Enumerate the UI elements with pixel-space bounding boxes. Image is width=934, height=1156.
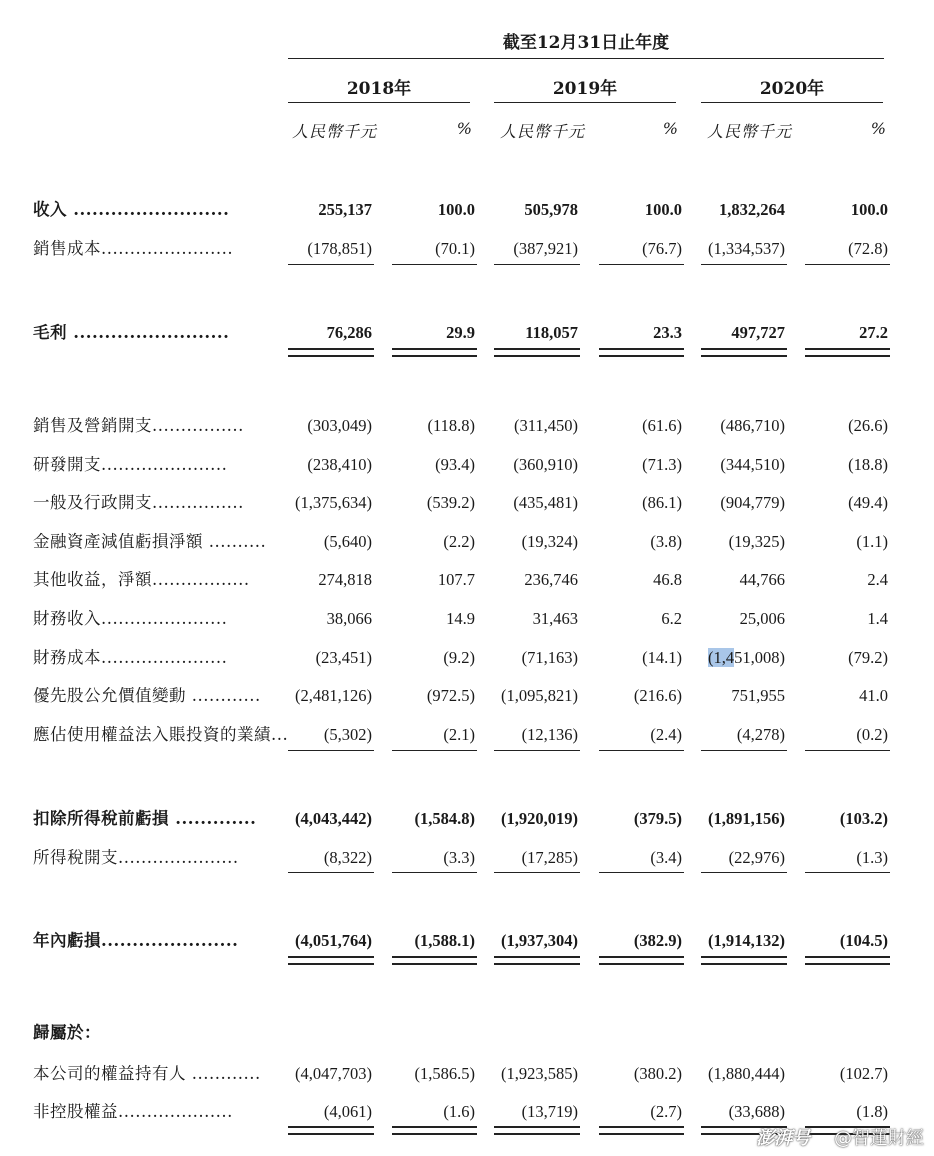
double-underline [805,956,890,965]
year-2018: 2018年 [346,79,412,99]
percent-cell: (79.2) [848,648,888,667]
double-underline [288,1126,374,1135]
percent-cell: (118.8) [427,416,475,435]
table-row [0,197,934,223]
table-row [0,567,934,593]
amount-cell: 236,746 [524,570,578,589]
percent-cell: (380.2) [633,1064,682,1083]
table-row [0,928,934,954]
amount-cell: 38,066 [326,609,372,628]
amount-cell: 274,818 [318,570,372,589]
percent-cell: 14.9 [446,609,475,628]
percent-cell: (76.7) [642,239,682,258]
amount-cell: (1,937,304) [501,931,578,950]
row-label: 研發開支...................... [33,455,228,474]
amount-cell: (2,481,126) [295,686,372,705]
percent-cell: (1,588.1) [414,931,475,950]
single-underline [494,750,580,751]
percent-cell: (14.1) [642,648,682,667]
row-label: 銷售及營銷開支................ [33,416,244,435]
percent-cell: (26.6) [848,416,888,435]
percent-cell: (1.1) [856,532,888,551]
pct-label-2018: % [456,119,472,138]
double-underline [288,348,374,357]
watermark-brand: 澎湃号 [756,1128,811,1149]
amount-cell: 1,832,264 [719,200,785,219]
amount-cell: (238,410) [307,455,372,474]
percent-cell: (93.4) [435,455,475,474]
row-label: 應佔使用權益法入賬投資的業績... [33,725,289,744]
percent-cell: (2.7) [650,1102,682,1121]
single-underline [288,872,374,873]
double-underline [599,348,684,357]
amount-cell: (17,285) [521,848,578,867]
year-rule-2019 [494,102,676,103]
percent-cell: (2.2) [443,532,475,551]
row-label: 非控股權益.................... [33,1102,233,1121]
percent-cell: 107.7 [437,570,475,589]
amount-cell: (12,136) [521,725,578,744]
row-label: 一般及行政開支................ [33,493,244,512]
single-underline [288,750,374,751]
table-row [0,1099,934,1125]
amount-cell: 751,955 [731,686,785,705]
percent-cell: (379.5) [633,809,682,828]
single-underline [701,872,787,873]
amount-cell: 31,463 [532,609,578,628]
amount-cell: 44,766 [739,570,785,589]
amount-cell: (1,880,444) [708,1064,785,1083]
amount-cell: (71,163) [521,648,578,667]
table-row [0,413,934,439]
table-row [0,1020,934,1046]
percent-cell: (70.1) [435,239,475,258]
double-underline [494,348,580,357]
amount-cell: (904,779) [720,493,785,512]
percent-cell: (1.8) [856,1102,888,1121]
percent-cell: 100.0 [437,200,475,219]
amount-cell: (4,047,703) [295,1064,372,1083]
double-underline [288,956,374,965]
percent-cell: (539.2) [426,493,475,512]
amount-cell: (178,851) [307,239,372,258]
row-label: 毛利 ......................... [33,323,230,342]
percent-cell: (103.2) [839,809,888,828]
double-underline [805,348,890,357]
single-underline [599,264,684,265]
row-label: 所得稅開支..................... [33,848,239,867]
row-label: 銷售成本....................... [33,239,234,258]
percent-cell: (972.5) [426,686,475,705]
single-underline [288,264,374,265]
percent-cell: (61.6) [642,416,682,435]
amount-cell: (4,051,764) [295,931,372,950]
percent-cell: 2.4 [867,570,888,589]
amount-cell: (311,450) [513,416,578,435]
table-row [0,806,934,832]
table-row [0,452,934,478]
amount-cell: (1,095,821) [501,686,578,705]
year-rule-2018 [288,102,470,103]
text-selection-highlight: (1,4 [708,648,735,667]
amount-cell: (435,481) [513,493,578,512]
amount-cell: (344,510) [720,455,785,474]
amount-cell: (1,334,537) [708,239,785,258]
amount-cell: (19,325) [728,532,785,551]
single-underline [392,264,477,265]
single-underline [599,750,684,751]
year-2019: 2019年 [552,79,618,99]
percent-cell: 6.2 [661,609,682,628]
table-row [0,490,934,516]
unit-label-2019: 人民幣千元 [500,122,586,141]
percent-cell: (49.4) [848,493,888,512]
amount-cell: (19,324) [521,532,578,551]
pct-label-2020: % [870,119,886,138]
amount-cell: (1,451,008) [708,648,785,667]
percent-cell: 41.0 [859,686,888,705]
amount-cell: (303,049) [307,416,372,435]
single-underline [392,750,477,751]
row-label: 財務收入...................... [33,609,228,628]
double-underline [392,1126,477,1135]
percent-cell: (382.9) [633,931,682,950]
table-row [0,845,934,871]
percent-cell: (71.3) [642,455,682,474]
percent-cell: (1,586.5) [414,1064,475,1083]
year-2020: 2020年 [759,79,825,99]
table-row [0,529,934,555]
amount-cell: (5,302) [323,725,372,744]
row-label: 本公司的權益持有人 ............ [33,1064,261,1083]
percent-cell: (3.4) [650,848,682,867]
percent-cell: (1.6) [443,1102,475,1121]
single-underline [599,872,684,873]
double-underline [494,1126,580,1135]
table-row [0,606,934,632]
amount-cell: (1,923,585) [501,1064,578,1083]
pct-label-2019: % [662,119,678,138]
row-label: 扣除所得稅前虧損 ............. [33,809,257,828]
percent-cell: 29.9 [446,323,475,342]
single-underline [701,750,787,751]
row-label: 收入 ......................... [33,200,230,219]
amount-cell: 505,978 [524,200,578,219]
percent-cell: (3.8) [650,532,682,551]
amount-cell: 118,057 [525,323,578,342]
year-rule-2020 [701,102,883,103]
row-label: 優先股公允價值變動 ............ [33,686,261,705]
watermark [756,1124,924,1150]
amount-cell: 76,286 [326,323,372,342]
amount-cell: (8,322) [323,848,372,867]
percent-cell: (9.2) [443,648,475,667]
single-underline [805,872,890,873]
amount-cell: (23,451) [315,648,372,667]
amount-cell: 497,727 [731,323,785,342]
amount-cell: (1,914,132) [708,931,785,950]
table-row [0,645,934,671]
percent-cell: (1.3) [856,848,888,867]
amount-cell: (387,921) [513,239,578,258]
row-label: 其他收益，淨額................. [33,570,250,589]
row-label: 年內虧損...................... [33,931,239,950]
amount-cell: (4,061) [323,1102,372,1121]
unit-label-2018: 人民幣千元 [292,122,378,141]
row-label: 財務成本...................... [33,648,228,667]
percent-cell: (3.3) [443,848,475,867]
amount-cell: (33,688) [728,1102,785,1121]
percent-cell: (104.5) [839,931,888,950]
amount-cell: (1,920,019) [501,809,578,828]
percent-cell: 27.2 [859,323,888,342]
amount-cell: 25,006 [739,609,785,628]
percent-cell: (216.6) [633,686,682,705]
table-row [0,722,934,748]
percent-cell: (2.1) [443,725,475,744]
amount-cell: 255,137 [318,200,372,219]
period-title: 截至12月31日止年度 [502,33,670,53]
percent-cell: (86.1) [642,493,682,512]
table-row [0,1061,934,1087]
amount-cell: (1,891,156) [708,809,785,828]
table-row [0,236,934,262]
amount-cell: (22,976) [728,848,785,867]
double-underline [392,348,477,357]
single-underline [494,872,580,873]
amount-cell: (4,278) [736,725,785,744]
amount-cell: (5,640) [323,532,372,551]
amount-cell: (13,719) [521,1102,578,1121]
double-underline [599,1126,684,1135]
single-underline [805,750,890,751]
double-underline [392,956,477,965]
amount-cell: (1,375,634) [295,493,372,512]
table-row [0,320,934,346]
percent-cell: (18.8) [848,455,888,474]
percent-cell: (2.4) [650,725,682,744]
percent-cell: 23.3 [653,323,682,342]
row-label: 金融資產減值虧損淨額 .......... [33,532,267,551]
table-row [0,683,934,709]
single-underline [701,264,787,265]
double-underline [494,956,580,965]
single-underline [392,872,477,873]
percent-cell: 1.4 [867,609,888,628]
double-underline [701,956,787,965]
single-underline [494,264,580,265]
unit-label-2020: 人民幣千元 [707,122,793,141]
amount-cell: (486,710) [720,416,785,435]
percent-cell: 100.0 [644,200,682,219]
watermark-author: @智蓮財經 [834,1128,924,1149]
amount-cell: (360,910) [513,455,578,474]
percent-cell: (0.2) [856,725,888,744]
percent-cell: 100.0 [850,200,888,219]
percent-cell: (72.8) [848,239,888,258]
period-rule [288,58,884,59]
percent-cell: 46.8 [653,570,682,589]
double-underline [599,956,684,965]
percent-cell: (1,584.8) [414,809,475,828]
amount-cell: (4,043,442) [295,809,372,828]
single-underline [805,264,890,265]
percent-cell: (102.7) [839,1064,888,1083]
row-label: 歸屬於： [33,1023,101,1042]
double-underline [701,348,787,357]
